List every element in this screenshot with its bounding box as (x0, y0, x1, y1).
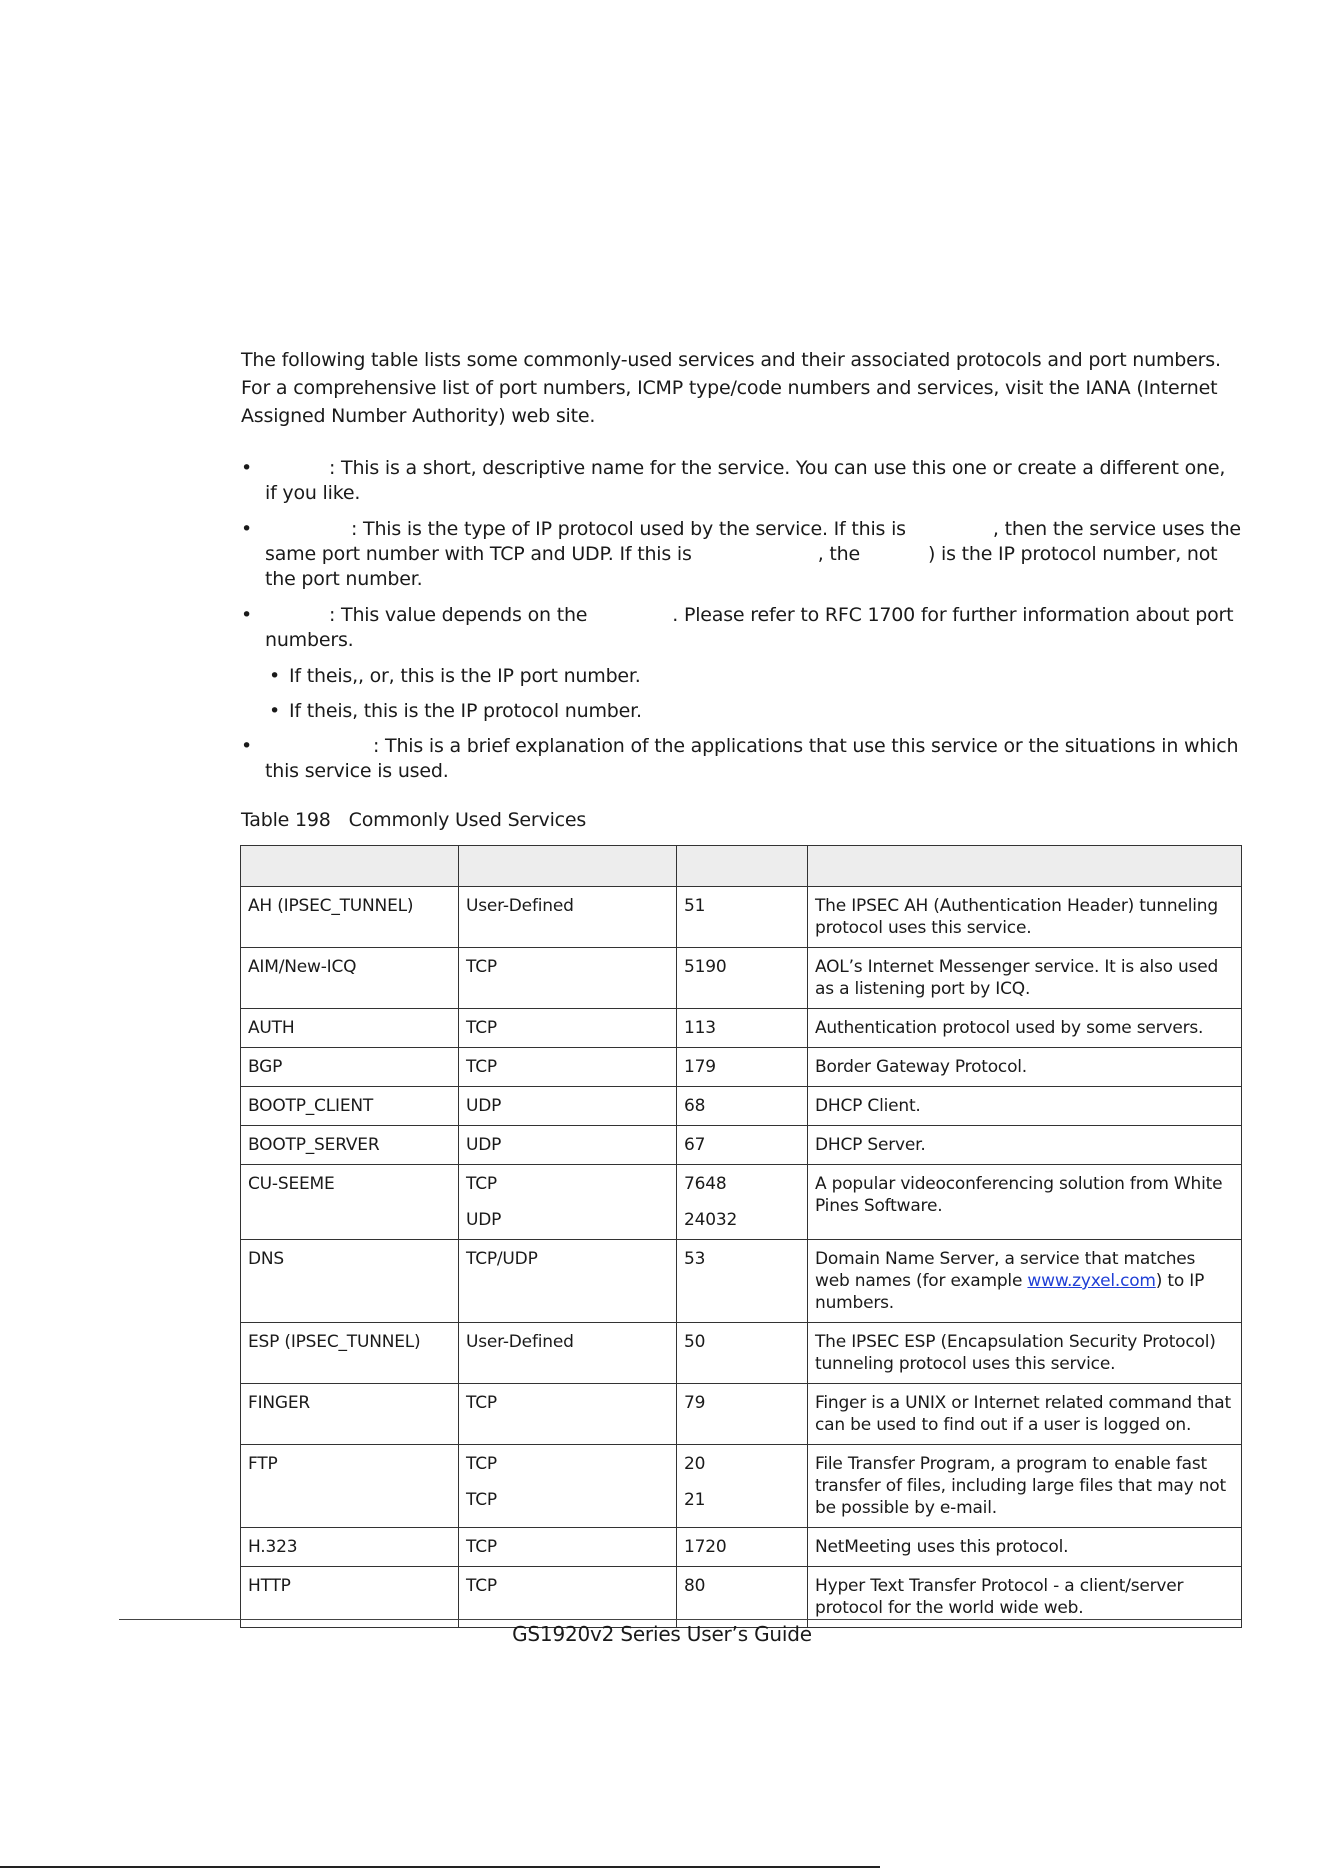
intro-line-1: The following table lists some commonly-used services and their associated protocols and port numbers. (241, 349, 1221, 371)
sub-text: If the (289, 665, 338, 687)
sub-text: , this is the IP port number. (388, 665, 641, 687)
service-protocol: TCP/UDP (459, 1240, 677, 1323)
description-text: ) to IP numbers. (815, 1271, 1205, 1313)
service-protocol-2: UDP (466, 1210, 502, 1230)
bullet-marker: • (269, 665, 281, 687)
service-name: AIM/New-ICQ (241, 948, 459, 1009)
table-row (241, 1240, 1242, 1323)
service-protocol-cell (459, 1165, 677, 1240)
sub-text: is (337, 700, 353, 722)
bullet-protocol-text-2: , then the service uses the (992, 518, 1241, 540)
bullet-description-text-2: this service is used. (265, 760, 449, 782)
service-description (808, 1240, 1242, 1323)
intro-paragraph (241, 346, 1241, 430)
service-port: 68 (677, 1087, 808, 1126)
service-port: 1720 (677, 1528, 808, 1567)
table-row (241, 1087, 1242, 1126)
description-text: Domain Name Server, a service that matches web names (for example (815, 1249, 1196, 1291)
bullet-protocol-text-5: ) is the IP protocol number, not (927, 543, 1218, 565)
service-port: 5190 (677, 948, 808, 1009)
service-port-cell (677, 1165, 808, 1240)
service-description: Hyper Text Transfer Protocol - a client/server protocol for the world wide web. (808, 1567, 1242, 1628)
table-row (241, 1126, 1242, 1165)
service-description: File Transfer Program, a program to enable fast transfer of files, including large files that may not be possible by e-mail. (808, 1445, 1242, 1528)
service-protocol: TCP (459, 1384, 677, 1445)
service-port-2: 21 (684, 1490, 706, 1510)
service-protocol-2: TCP (466, 1490, 497, 1510)
service-name: HTTP (241, 1567, 459, 1628)
service-port: 79 (677, 1384, 808, 1445)
service-description: Finger is a UNIX or Internet related command that can be used to find out if a user is logged on. (808, 1384, 1242, 1445)
service-description: DHCP Server. (808, 1126, 1242, 1165)
service-protocol: TCP (459, 1528, 677, 1567)
service-port-cell (677, 1445, 808, 1528)
bullet-marker: • (241, 735, 253, 757)
services-table (240, 845, 1242, 1628)
header-cell (677, 846, 808, 887)
service-description: Border Gateway Protocol. (808, 1048, 1242, 1087)
footer-divider (119, 1619, 1241, 1620)
sub-bullet-port-number (241, 664, 1241, 689)
bullet-marker: • (241, 518, 253, 540)
service-protocol: TCP (459, 1048, 677, 1087)
service-name: CU-SEEME (241, 1165, 459, 1240)
service-port: 113 (677, 1009, 808, 1048)
service-protocol-cell (459, 1445, 677, 1528)
service-description: Authentication protocol used by some servers. (808, 1009, 1242, 1048)
bullet-marker: • (269, 700, 281, 722)
table-row (241, 1528, 1242, 1567)
bullet-name (241, 456, 1241, 506)
bullet-marker: • (241, 457, 253, 479)
header-cell (241, 846, 459, 887)
service-name: AH (IPSEC_TUNNEL) (241, 887, 459, 948)
service-name: BOOTP_SERVER (241, 1126, 459, 1165)
field-descriptions-list (241, 456, 1241, 795)
bottom-edge-line (0, 1866, 880, 1868)
bullet-port-text-2: . Please refer to RFC 1700 for further information about port (672, 604, 1234, 626)
header-cell (459, 846, 677, 887)
service-description: NetMeeting uses this protocol. (808, 1528, 1242, 1567)
sub-text: , this is the IP protocol number. (352, 700, 642, 722)
table-header-row (241, 846, 1242, 887)
sub-text: , (352, 665, 358, 687)
bullet-description-text: : This is a brief explanation of the applications that use this service or the situations in which (373, 735, 1239, 757)
service-port: 51 (677, 887, 808, 948)
bullet-marker: • (241, 604, 253, 626)
service-name: BGP (241, 1048, 459, 1087)
bullet-protocol-text-6: the port number. (265, 568, 423, 590)
service-protocol: TCP (459, 948, 677, 1009)
zyxel-link[interactable]: www.zyxel.com (1027, 1271, 1156, 1291)
bullet-port-text-3: numbers. (265, 629, 354, 651)
service-protocol: TCP (459, 1567, 677, 1628)
table-row (241, 1323, 1242, 1384)
table-row (241, 948, 1242, 1009)
service-port-2: 24032 (684, 1210, 738, 1230)
bullet-protocol (241, 517, 1241, 592)
bullet-protocol-text: : This is the type of IP protocol used by the service. If this is (351, 518, 906, 540)
table-title: Commonly Used Services (348, 809, 587, 831)
service-name: ESP (IPSEC_TUNNEL) (241, 1323, 459, 1384)
service-description: The IPSEC ESP (Encapsulation Security Protocol) tunneling protocol uses this service. (808, 1323, 1242, 1384)
service-protocol: User-Defined (459, 1323, 677, 1384)
table-caption (241, 808, 586, 832)
bullet-name-text: : This is a short, descriptive name for the service. You can use this one or create a different one, (329, 457, 1226, 479)
service-port: 179 (677, 1048, 808, 1087)
table-row (241, 1384, 1242, 1445)
sub-text: If the (289, 700, 338, 722)
service-name: FINGER (241, 1384, 459, 1445)
service-protocol: TCP (459, 1009, 677, 1048)
service-name: DNS (241, 1240, 459, 1323)
table-row (241, 1445, 1242, 1528)
service-name: H.323 (241, 1528, 459, 1567)
service-protocol: User-Defined (459, 887, 677, 948)
intro-line-3: Assigned Number Authority) web site. (241, 405, 596, 427)
service-description: DHCP Client. (808, 1087, 1242, 1126)
intro-line-2: For a comprehensive list of port numbers, ICMP type/code numbers and services, visit the IANA (Internet (241, 377, 1218, 399)
bullet-protocol-text-4: , the (817, 543, 860, 565)
service-port: 53 (677, 1240, 808, 1323)
service-protocol: TCP (466, 1454, 497, 1474)
service-description: A popular videoconferencing solution from White Pines Software. (808, 1165, 1242, 1240)
table-number: Table 198 (241, 809, 331, 831)
sub-text: is (337, 665, 353, 687)
bullet-name-text-2: if you like. (265, 482, 361, 504)
table-row (241, 887, 1242, 948)
table-row (241, 1009, 1242, 1048)
table-row (241, 1048, 1242, 1087)
service-name: BOOTP_CLIENT (241, 1087, 459, 1126)
service-port: 7648 (684, 1174, 727, 1194)
header-cell (808, 846, 1242, 887)
service-name: FTP (241, 1445, 459, 1528)
service-protocol: UDP (459, 1126, 677, 1165)
service-protocol: UDP (459, 1087, 677, 1126)
service-port: 50 (677, 1323, 808, 1384)
service-protocol: TCP (466, 1174, 497, 1194)
bullet-protocol-text-3: same port number with TCP and UDP. If this is (265, 543, 692, 565)
sub-bullet-protocol-number (241, 699, 1241, 724)
sub-text: , or (357, 665, 389, 687)
footer-guide-title: GS1920v2 Series User’s Guide (512, 1622, 812, 1646)
service-port: 20 (684, 1454, 706, 1474)
bullet-port-text: : This value depends on the (329, 604, 588, 626)
bullet-description (241, 734, 1241, 784)
service-port: 67 (677, 1126, 808, 1165)
service-description: AOL’s Internet Messenger service. It is also used as a listening port by ICQ. (808, 948, 1242, 1009)
bullet-port (241, 603, 1241, 653)
service-description: The IPSEC AH (Authentication Header) tunneling protocol uses this service. (808, 887, 1242, 948)
service-name: AUTH (241, 1009, 459, 1048)
service-port: 80 (677, 1567, 808, 1628)
table-row (241, 1165, 1242, 1240)
